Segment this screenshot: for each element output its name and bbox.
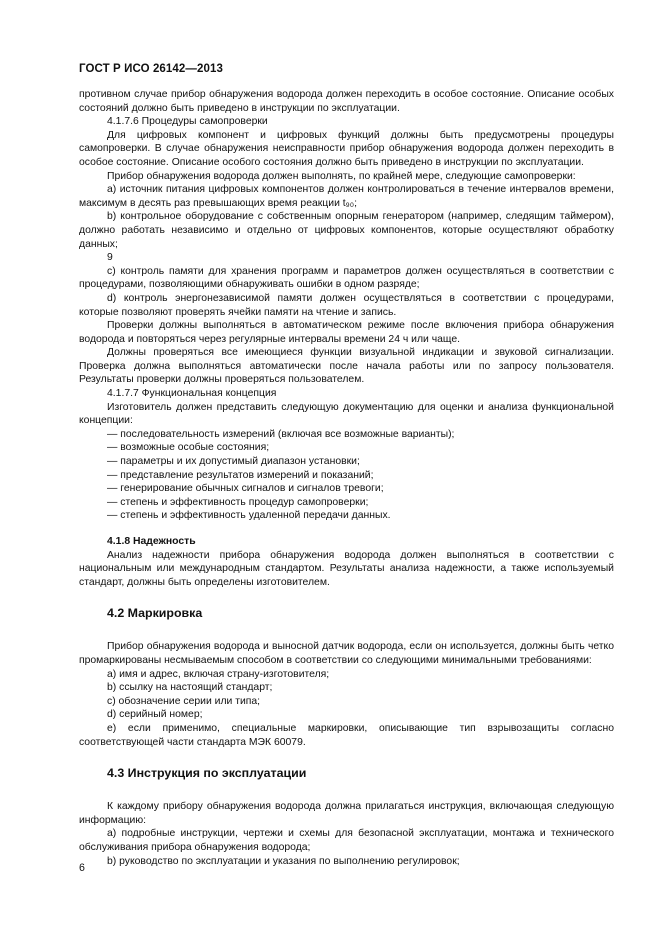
paragraph: Анализ надежности прибора обнаружения водорода должен выполняться в соответствии с национальным или международным стандартом. Результаты анализа надежности, а также используемый стандарт, должны быть определены изготовителем. xyxy=(79,549,614,588)
paragraph: противном случае прибор обнаружения водорода должен переходить в особое состояние. Описание особых состояний должно быть приведено в инструкции по эксплуатации. xyxy=(79,89,614,114)
spacer xyxy=(79,781,614,800)
paragraph: Прибор обнаружения водорода должен выполнять, по крайней мере, следующие самопроверки: xyxy=(107,170,576,182)
dash-list-item: — параметры и их допустимый диапазон установки; xyxy=(107,456,360,468)
paragraph: b) ссылку на настоящий стандарт; xyxy=(107,682,273,694)
paragraph: Изготовитель должен представить следующую документацию для оценки и анализа функциональной концепции: xyxy=(79,401,614,427)
paragraph: b) контрольное оборудование с собственным опорным генератором (например, следящим таймером), должно работать независимо и отдельно от цифровых компонентов, которые осуществляют обработку данных; xyxy=(79,211,614,250)
dash-list-item: — степень и эффективность удаленной передачи данных. xyxy=(107,510,391,522)
section-heading: 4.2 Маркировка xyxy=(107,606,203,621)
spacer xyxy=(79,621,614,640)
paragraph: a) источник питания цифровых компонентов должен контролироваться в течение интервалов времени, максимум в десять раз превышающих время реакции t₉₀; xyxy=(79,184,614,209)
spacer xyxy=(79,523,614,535)
paragraph: a) подробные инструкции, чертежи и схемы для безопасной эксплуатации, монтажа и технического обслуживания прибора обнаружения водорода; xyxy=(79,828,614,853)
page-number: 6 xyxy=(79,862,85,874)
clause-title: 9 xyxy=(107,252,113,264)
paragraph: Для цифровых компонент и цифровых функций должны быть предусмотрены процедуры самопроверки. В случае обнаружения неисправности прибор обнаружения водорода должен переходить в особое состояние. Описание особого состояния должно быть приведено в инструкции по эксплуатации. xyxy=(79,129,614,168)
clause-title: 4.1.7.6 Процедуры самопроверки xyxy=(107,116,268,128)
paragraph: Должны проверяться все имеющиеся функции визуальной индикации и звуковой сигнализации. Проверка должна выполняться автоматически после начала работы или по запросу пользователя. Результаты проверки должны проверяться пользователем. xyxy=(79,347,614,386)
paragraph: a) имя и адрес, включая страну-изготовителя; xyxy=(107,668,330,680)
paragraph: К каждому прибору обнаружения водорода должна прилагаться инструкция, включающая следующую информацию: xyxy=(79,801,614,826)
paragraph: Прибор обнаружения водорода и выносной датчик водорода, если он используется, должны быть четко промаркированы несмываемым способом в соответствии со следующими минимальными требованиями: xyxy=(79,641,614,666)
document-body xyxy=(79,88,614,868)
dash-list-item: — степень и эффективность процедур самопроверки; xyxy=(107,496,369,508)
paragraph: d) контроль энергонезависимой памяти должен осуществляться в соответствии с процедурами, которые позволяют проверять ячейки памяти на чтение и запись. xyxy=(79,292,614,318)
paragraph: d) серийный номер; xyxy=(107,709,203,721)
section-heading: 4.3 Инструкция по эксплуатации xyxy=(107,766,307,781)
paragraph: e) если применимо, специальные маркировки, описывающие тип взрывозащиты согласно соответствующей части стандарта МЭК 60079. xyxy=(79,722,614,748)
dash-list-item: — последовательность измерений (включая все возможные варианты); xyxy=(107,428,455,440)
spacer xyxy=(79,589,614,605)
paragraph: Проверки должны выполняться в автоматическом режиме после включения прибора обнаружения водорода и повторяться через регулярные интервалы времени 24 ч или чаще. xyxy=(79,320,614,345)
page-header: ГОСТ Р ИСО 26142—2013 xyxy=(79,63,224,75)
dash-list-item: — генерирование обычных сигналов и сигналов тревоги; xyxy=(107,483,384,495)
paragraph: c) контроль памяти для хранения программ и параметров должен осуществляться в соответствии с процедурами, позволяющими обнаруживать ошибки в одном разряде; xyxy=(79,265,614,291)
dash-list-item: — представление результатов измерений и показаний; xyxy=(107,469,374,481)
spacer xyxy=(79,749,614,765)
section-heading: 4.1.8 Надежность xyxy=(107,536,196,547)
paragraph: c) обозначение серии или типа; xyxy=(107,695,261,707)
paragraph: b) руководство по эксплуатации и указания по выполнению регулировок; xyxy=(107,855,460,867)
dash-list-item: — возможные особые состояния; xyxy=(107,442,270,454)
clause-title: 4.1.7.7 Функциональная концепция xyxy=(107,388,277,400)
